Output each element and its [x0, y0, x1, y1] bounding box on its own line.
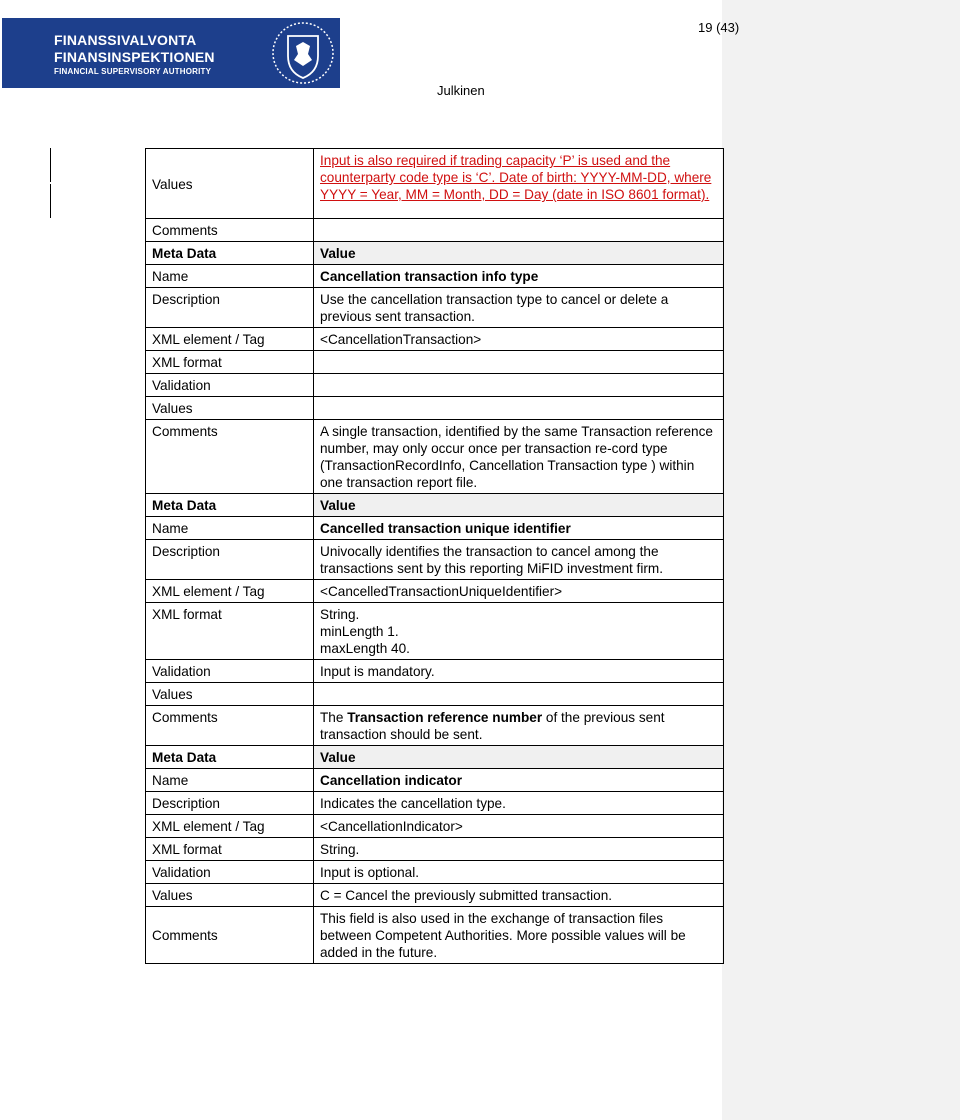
table-row	[146, 838, 724, 861]
meta-data-label: Meta Data	[146, 242, 314, 265]
table-row	[146, 265, 724, 288]
row-label: Validation	[146, 660, 314, 683]
row-value: A single transaction, identified by the same Transaction reference number, may only occur once per transaction re-cord type (TransactionRecordInfo, Cancellation Transaction type ) within one transaction report file.	[314, 420, 724, 494]
row-value: <CancelledTransactionUniqueIdentifier>	[314, 580, 724, 603]
row-value: Indicates the cancellation type.	[314, 792, 724, 815]
row-value: Input is also required if trading capacity ‘P’ is used and the counterparty code type is ‘C’. Date of birth: YYYY-MM-DD, where YYYY = Year, MM = Month, DD = Day (date in ISO 8601 format).	[314, 149, 724, 219]
field-name: Cancellation transaction info type	[314, 265, 724, 288]
meta-header-row	[146, 242, 724, 265]
row-value	[314, 374, 724, 397]
table-row	[146, 288, 724, 328]
comment-emphasis: Transaction reference number	[347, 710, 543, 725]
table-row	[146, 517, 724, 540]
row-label: Comments	[146, 907, 314, 964]
row-label: XML element / Tag	[146, 328, 314, 351]
table-row	[146, 420, 724, 494]
value-header: Value	[314, 494, 724, 517]
table-row	[146, 603, 724, 660]
row-label: Validation	[146, 374, 314, 397]
row-label: Comments	[146, 219, 314, 242]
row-value: C = Cancel the previously submitted transaction.	[314, 884, 724, 907]
meta-header-row	[146, 494, 724, 517]
field-definition-table	[145, 148, 724, 964]
table-row	[146, 792, 724, 815]
row-value	[314, 603, 724, 660]
table-row	[146, 540, 724, 580]
row-label: Name	[146, 517, 314, 540]
field-name: Cancelled transaction unique identifier	[314, 517, 724, 540]
row-label: Description	[146, 792, 314, 815]
meta-data-label: Meta Data	[146, 746, 314, 769]
row-value: <CancellationIndicator>	[314, 815, 724, 838]
row-label: XML format	[146, 603, 314, 660]
document-classification: Julkinen	[437, 83, 485, 98]
table-row	[146, 351, 724, 374]
meta-data-label: Meta Data	[146, 494, 314, 517]
row-value: Input is optional.	[314, 861, 724, 884]
meta-header-row	[146, 746, 724, 769]
fin-fsa-logo	[2, 18, 340, 88]
table-row	[146, 374, 724, 397]
row-label: Values	[146, 149, 314, 219]
document-margin-area	[722, 0, 960, 1120]
logo-line-1: FINANSSIVALVONTA	[54, 32, 197, 48]
table-row	[146, 328, 724, 351]
row-value: Input is mandatory.	[314, 660, 724, 683]
logo-line-3: FINANCIAL SUPERVISORY AUTHORITY	[54, 67, 212, 76]
row-label: XML element / Tag	[146, 580, 314, 603]
value-header: Value	[314, 746, 724, 769]
row-label: Validation	[146, 861, 314, 884]
table-row	[146, 769, 724, 792]
row-value	[314, 219, 724, 242]
coat-of-arms-icon	[270, 20, 336, 86]
row-label: XML format	[146, 351, 314, 374]
row-value: Univocally identifies the transaction to cancel among the transactions sent by this reporting MiFID investment firm.	[314, 540, 724, 580]
row-label: XML element / Tag	[146, 815, 314, 838]
table-row	[146, 683, 724, 706]
row-value: Use the cancellation transaction type to cancel or delete a previous sent transaction.	[314, 288, 724, 328]
table-row	[146, 149, 724, 219]
row-label: XML format	[146, 838, 314, 861]
table-row	[146, 660, 724, 683]
row-value: String.	[314, 838, 724, 861]
row-value	[314, 397, 724, 420]
field-name: Cancellation indicator	[314, 769, 724, 792]
comment-text: The	[320, 710, 348, 725]
logo-line-2: FINANSINSPEKTIONEN	[54, 49, 215, 65]
row-value: <CancellationTransaction>	[314, 328, 724, 351]
value-header: Value	[314, 242, 724, 265]
row-label: Name	[146, 265, 314, 288]
row-value	[314, 706, 724, 746]
xml-format-line: minLength 1.	[320, 624, 399, 639]
comment-text: of the previous sent transaction should be sent.	[320, 710, 665, 742]
row-label: Description	[146, 540, 314, 580]
table-row	[146, 397, 724, 420]
table-row	[146, 706, 724, 746]
row-label: Description	[146, 288, 314, 328]
row-label: Values	[146, 683, 314, 706]
revision-bar	[50, 148, 51, 182]
table-row	[146, 580, 724, 603]
row-label: Values	[146, 884, 314, 907]
table-row	[146, 907, 724, 964]
page-number: 19 (43)	[698, 20, 740, 35]
table-row	[146, 815, 724, 838]
row-label: Name	[146, 769, 314, 792]
row-label: Comments	[146, 706, 314, 746]
row-value	[314, 683, 724, 706]
xml-format-line: maxLength 40.	[320, 641, 410, 656]
revision-bar	[50, 184, 51, 218]
row-value: This field is also used in the exchange of transaction files between Competent Authorities. More possible values will be added in the future.	[314, 907, 724, 964]
row-label: Values	[146, 397, 314, 420]
table-row	[146, 861, 724, 884]
row-value	[314, 351, 724, 374]
xml-format-line: String.	[320, 607, 360, 622]
row-label: Comments	[146, 420, 314, 494]
table-row	[146, 884, 724, 907]
table-row	[146, 219, 724, 242]
